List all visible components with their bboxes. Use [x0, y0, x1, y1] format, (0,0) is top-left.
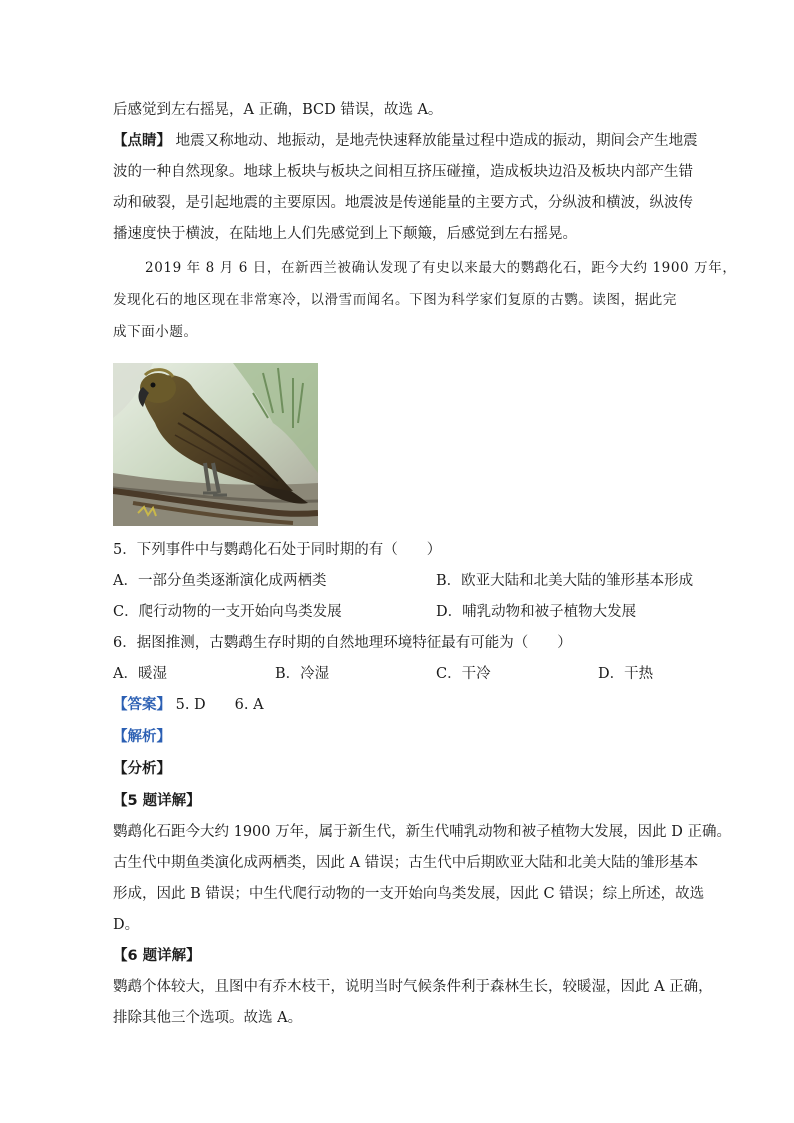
question-5-option-d: D．哺乳动物和被子植物大发展	[436, 604, 637, 620]
text-line: 排除其他三个选项。故选 A。	[113, 1010, 303, 1026]
intro-line: 2019 年 8 月 6 日，在新西兰被确认发现了有史以来最大的鹦鹉化石，距今大约 1900 万年，	[145, 260, 737, 276]
jiexi-tag: 【解析】	[113, 729, 171, 745]
text-line: D。	[113, 917, 140, 933]
text-line: 鹦鹉化石距今大约 1900 万年，属于新生代，新生代哺乳动物和被子植物大发展，因此 D 正确。	[113, 824, 731, 840]
text-line: 后感觉到左右摇晃，A 正确，BCD 错误，故选 A。	[113, 102, 443, 118]
question-5-option-b: B．欧亚大陆和北美大陆的雏形基本形成	[436, 573, 694, 589]
answer-text: 5. D 6. A	[175, 697, 264, 713]
dianjing-tag: 【点睛】	[113, 133, 171, 149]
question-6-option-a: A．暖湿	[113, 666, 167, 682]
fenxi-tag: 【分析】	[113, 761, 171, 777]
question-6-option-b: B．冷湿	[275, 666, 330, 682]
question-6-option-d: D．干热	[598, 666, 654, 682]
text-line: 波的一种自然现象。地球上板块与板块之间相互挤压碰撞，造成板块边沿及板块内部产生错	[113, 164, 693, 180]
text-line: 地震又称地动、地振动，是地壳快速释放能量过程中造成的振动，期间会产生地震	[175, 133, 698, 149]
answer-line	[113, 695, 264, 715]
text-line: 鹦鹉个体较大，且图中有乔木枝干，说明当时气候条件利于森林生长，较暖湿，因此 A 正确，	[113, 979, 713, 995]
question-6-option-c: C．干冷	[436, 666, 491, 682]
text-line: 播速度快于横波，在陆地上人们先感觉到上下颠簸，后感觉到左右摇晃。	[113, 226, 577, 242]
question-5-option-a: A．一部分鱼类逐渐演化成两栖类	[113, 573, 327, 589]
parrot-illustration	[113, 363, 318, 526]
answer-tag: 【答案】	[113, 697, 171, 713]
text-line: 形成，因此 B 错误；中生代爬行动物的一支开始向鸟类发展，因此 C 错误；综上所述，故选	[113, 886, 705, 902]
intro-line: 成下面小题。	[113, 324, 198, 340]
text-line: 动和破裂，是引起地震的主要原因。地震波是传递能量的主要方式，分纵波和横波，纵波传	[113, 195, 693, 211]
question-5-option-c: C．爬行动物的一支开始向鸟类发展	[113, 604, 342, 620]
q5-detail-tag: 【5 题详解】	[113, 793, 201, 809]
text-line: 古生代中期鱼类演化成两栖类，因此 A 错误；古生代中后期欧亚大陆和北美大陆的雏形基本	[113, 855, 699, 871]
question-5-stem: 5．下列事件中与鹦鹉化石处于同时期的有（ ）	[113, 542, 442, 558]
q6-detail-tag: 【6 题详解】	[113, 948, 201, 964]
question-6-stem: 6．据图推测，古鹦鹉生存时期的自然地理环境特征最有可能为（ ）	[113, 635, 572, 651]
dianjing-paragraph	[113, 131, 698, 151]
intro-line: 发现化石的地区现在非常寒冷，以滑雪而闻名。下图为科学家们复原的古鹦。读图，据此完	[113, 292, 677, 308]
